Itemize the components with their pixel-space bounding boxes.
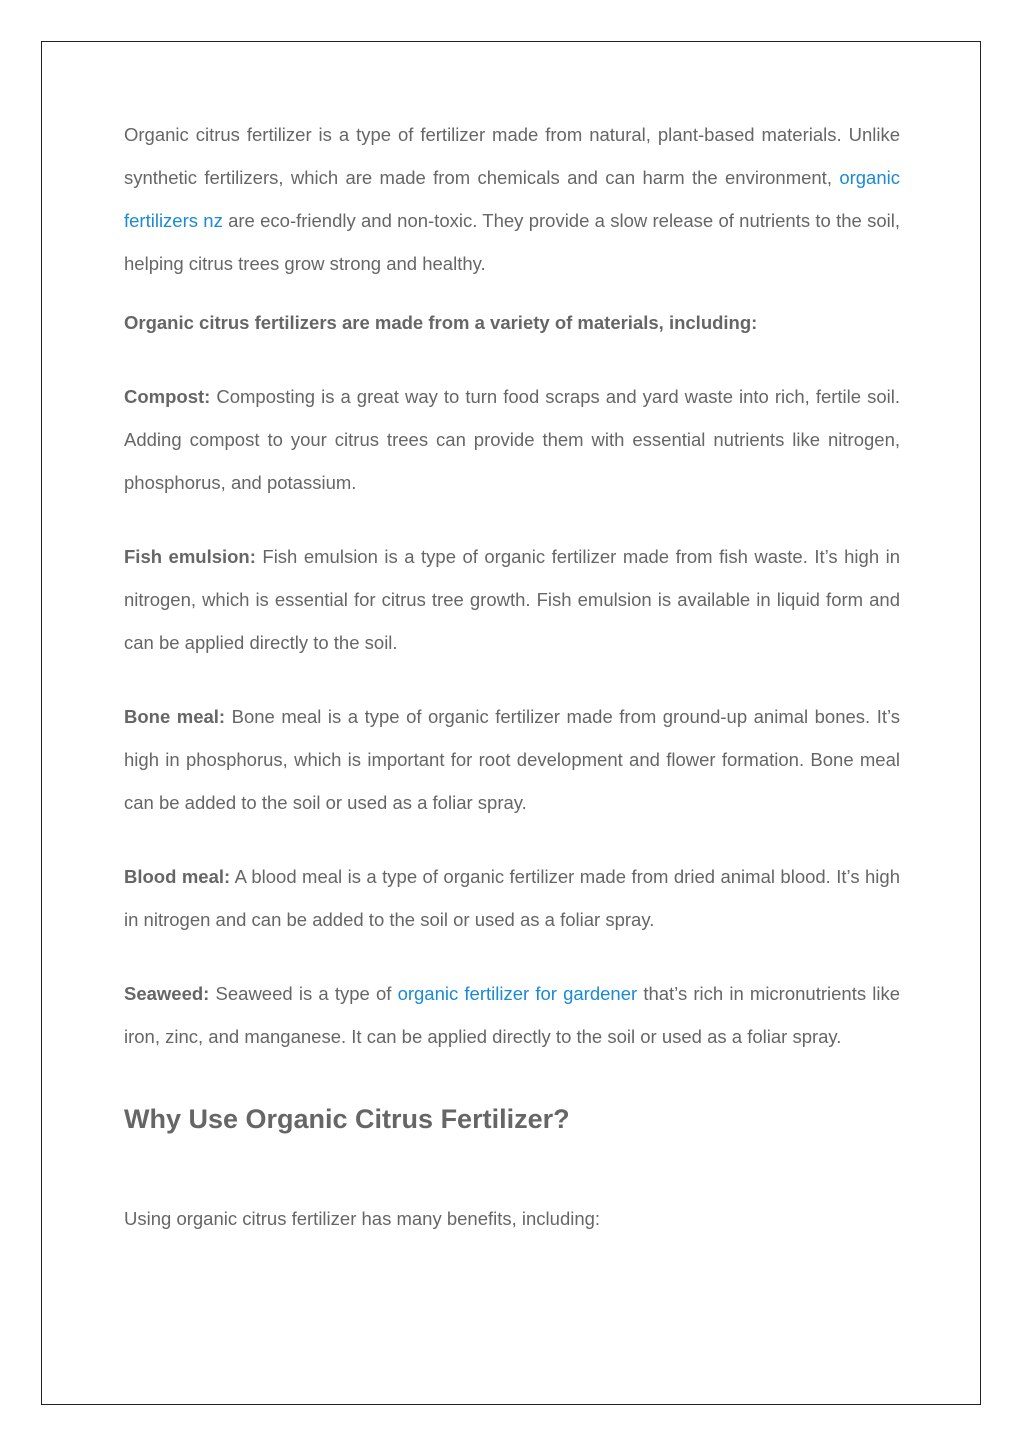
material-description: Composting is a great way to turn food scraps and yard waste into rich, fertile soil. Adding compost to your citrus trees can provide them with essential nutrients like nitrogen, phosphorus, and potassium. — [124, 386, 900, 493]
material-description: A blood meal is a type of organic fertilizer made from dried animal blood. It’s high in nitrogen and can be added to the soil or used as a foliar spray. — [124, 866, 900, 930]
material-description: Bone meal is a type of organic fertilizer made from ground-up animal bones. It’s high in phosphorus, which is important for root development and flower formation. Bone meal can be added to the soil or used as a foliar spray. — [124, 706, 900, 813]
material-item-fish-emulsion — [124, 535, 900, 664]
seaweed-text-start: Seaweed is a type of — [209, 983, 398, 1004]
seaweed-text-end: that’s rich in micronutrients like iron, zinc, and manganese. It can be applied directly to the soil or used as a foliar spray. — [124, 983, 901, 1047]
material-item-blood-meal — [124, 855, 900, 941]
intro-text-end: are eco-friendly and non-toxic. They provide a slow release of nutrients to the soil, helping citrus trees grow strong and healthy. — [124, 210, 900, 274]
intro-text-start: Organic citrus fertilizer is a type of fertilizer made from natural, plant-based materials. Unlike synthetic fertilizers, which are made from chemicals and can harm the environment, — [124, 124, 900, 188]
section-heading: Why Use Organic Citrus Fertilizer? — [124, 1104, 570, 1134]
material-term: Bone meal: — [124, 706, 226, 727]
material-item-bone-meal — [124, 695, 900, 824]
material-term: Seaweed: — [124, 983, 210, 1004]
material-item-compost — [124, 375, 900, 504]
materials-heading: Organic citrus fertilizers are made from a variety of materials, including: — [124, 312, 758, 333]
material-term: Blood meal: — [124, 866, 231, 887]
benefits-intro: Using organic citrus fertilizer has many benefits, including: — [124, 1208, 601, 1229]
material-term: Compost: — [124, 386, 211, 407]
material-item-seaweed — [124, 972, 900, 1058]
material-description: Fish emulsion is a type of organic fertilizer made from fish waste. It’s high in nitrogen, which is essential for citrus tree growth. Fish emulsion is available in liquid form and can be applied directly to the soil. — [124, 546, 901, 653]
organic-fertilizer-for-gardener-link[interactable]: organic fertilizer for gardener — [397, 983, 638, 1004]
material-term: Fish emulsion: — [124, 546, 256, 567]
article-body — [124, 113, 900, 1240]
intro-paragraph — [124, 113, 900, 285]
organic-fertilizers-nz-link[interactable]: organic fertilizers nz — [124, 167, 900, 231]
